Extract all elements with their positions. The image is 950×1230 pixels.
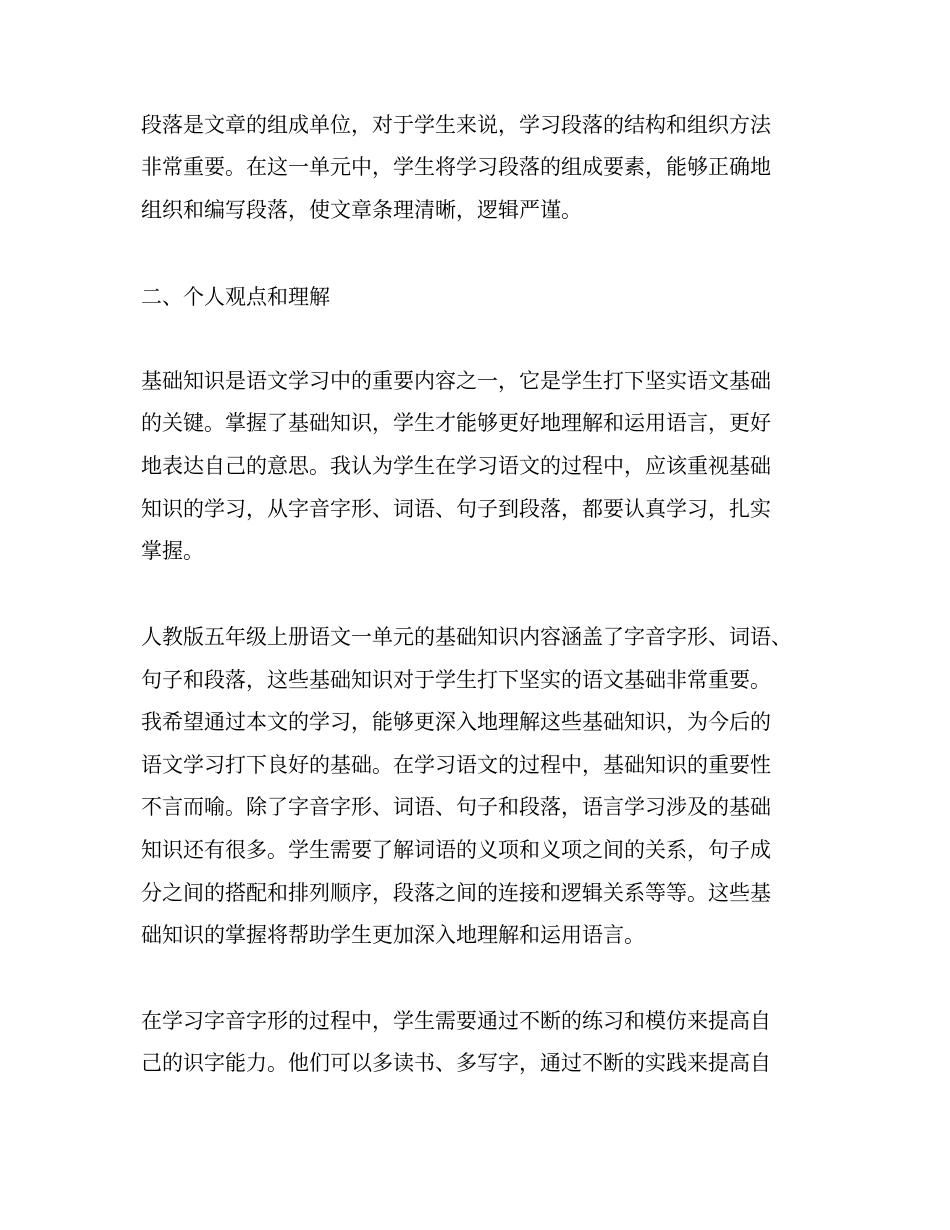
paragraph-1-line-2: 非常重要。在这一单元中，学生将学习段落的组成要素，能够正确地 xyxy=(141,155,771,179)
paragraph-3-line-3: 我希望通过本文的学习，能够更深入地理解这些基础知识，为今后的 xyxy=(141,710,771,734)
paragraph-3-line-4: 语文学习打下良好的基础。在学习语文的过程中，基础知识的重要性 xyxy=(141,753,771,777)
paragraph-2-line-2: 的关键。掌握了基础知识，学生才能够更好地理解和运用语言，更好 xyxy=(141,411,771,435)
paragraph-4-line-1: 在学习字音字形的过程中，学生需要通过不断的练习和模仿来提高自 xyxy=(141,1009,771,1033)
paragraph-2-line-1: 基础知识是语文学习中的重要内容之一，它是学生打下坚实语文基础 xyxy=(141,369,771,393)
paragraph-3-line-8: 础知识的掌握将帮助学生更加深入地理解和运用语言。 xyxy=(141,923,645,947)
paragraph-2-line-5: 掌握。 xyxy=(141,539,204,563)
paragraph-4-line-2: 己的识字能力。他们可以多读书、多写字，通过不断的实践来提高自 xyxy=(141,1051,771,1075)
paragraph-2-line-4: 知识的学习，从字音字形、词语、句子到段落，都要认真学习，扎实 xyxy=(141,497,771,521)
paragraph-3-line-5: 不言而喻。除了字音字形、词语、句子和段落，语言学习涉及的基础 xyxy=(141,795,771,819)
paragraph-3-line-1: 人教版五年级上册语文一单元的基础知识内容涵盖了字音字形、词语、 xyxy=(141,625,792,649)
paragraph-3-line-6: 知识还有很多。学生需要了解词语的义项和义项之间的关系，句子成 xyxy=(141,838,771,862)
paragraph-3-line-7: 分之间的搭配和排列顺序，段落之间的连接和逻辑关系等等。这些基 xyxy=(141,881,771,905)
paragraph-1-line-1: 段落是文章的组成单位，对于学生来说，学习段落的结构和组织方法 xyxy=(141,113,771,137)
section-heading: 二、个人观点和理解 xyxy=(141,285,330,309)
paragraph-2-line-3: 地表达自己的意思。我认为学生在学习语文的过程中，应该重视基础 xyxy=(141,454,771,478)
paragraph-3-line-2: 句子和段落，这些基础知识对于学生打下坚实的语文基础非常重要。 xyxy=(141,668,771,692)
paragraph-1-line-3: 组织和编写段落，使文章条理清晰，逻辑严谨。 xyxy=(141,198,582,222)
